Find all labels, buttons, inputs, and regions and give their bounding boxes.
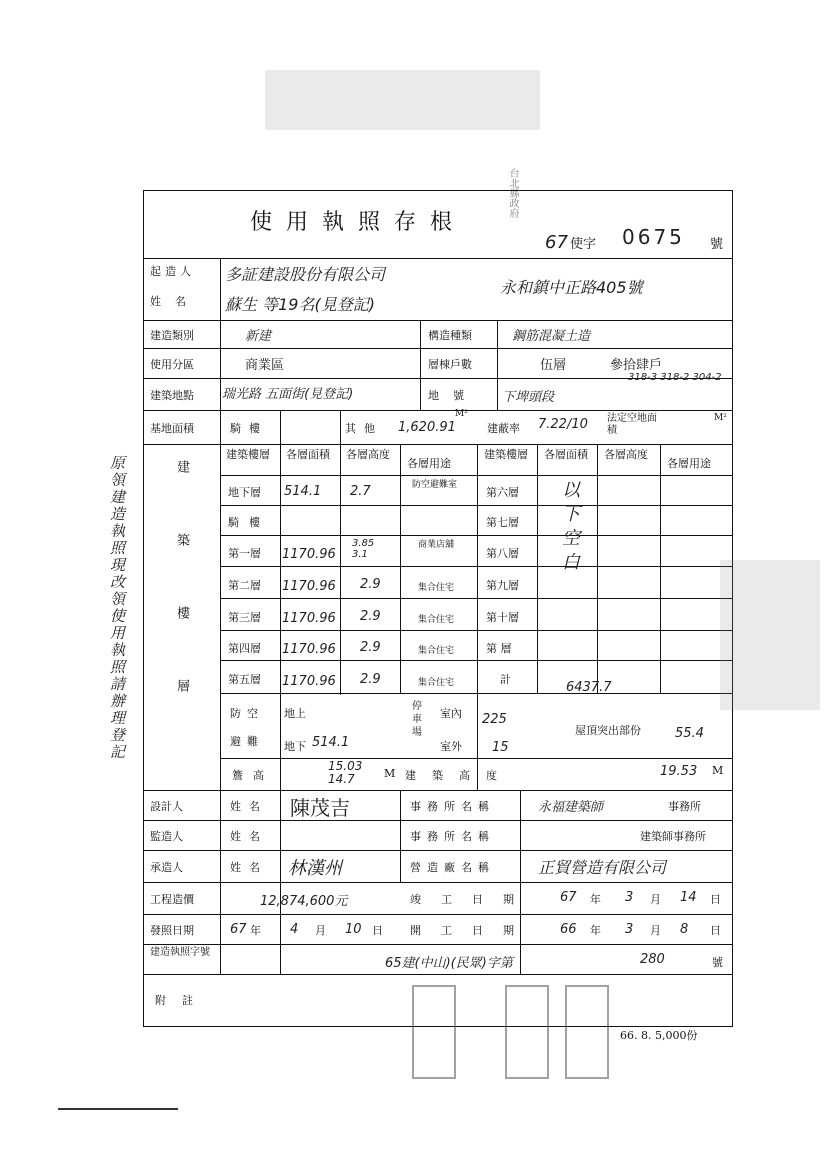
- building-height-label: 建築高度: [405, 769, 513, 782]
- begin-month-unit: 月: [650, 924, 661, 937]
- begin-year-unit: 年: [590, 924, 601, 937]
- land-label: 地號: [428, 389, 478, 402]
- permit-number: 0675: [622, 225, 685, 249]
- floor-area: 1170.96: [282, 611, 336, 626]
- floor-use: 集合住宅: [418, 615, 455, 625]
- remarks-label: 附註: [155, 994, 209, 1007]
- contractor-name-label: 姓名: [230, 861, 268, 874]
- floor-height: 2.9: [360, 672, 381, 687]
- bottom-line: [58, 1108, 178, 1110]
- contractor-name: 林漢州: [288, 858, 342, 879]
- floor-name: 第一層: [228, 547, 261, 560]
- builder-persons: 蘇生 等19名(見登記): [225, 295, 375, 314]
- side-note: 原領建造執照現改領使用執照請辦理登記: [108, 455, 126, 761]
- floor-height: 3.85 3.1: [352, 538, 375, 560]
- eaves-unit: M: [384, 767, 396, 780]
- floor-name: 第三層: [228, 611, 261, 624]
- issue-label: 發照日期: [150, 924, 194, 937]
- upper-floor-name: 第八層: [486, 547, 519, 560]
- site-area-label: 基地面積: [150, 422, 194, 435]
- coverage-label: 建蔽率: [487, 422, 520, 435]
- supervisor-role: 監造人: [150, 830, 183, 843]
- begin-day-unit: 日: [710, 924, 721, 937]
- floor-use: 商業店舖: [418, 540, 455, 550]
- permit-suffix: 號: [710, 237, 724, 252]
- legal-open-unit: M²: [714, 413, 727, 423]
- completion-month: 3: [625, 890, 634, 905]
- builder-label: 起造人: [150, 265, 195, 278]
- issue-day-unit: 日: [372, 924, 383, 937]
- permit-number-value: 280: [640, 952, 665, 967]
- upper-floor-name: 第六層: [486, 486, 519, 499]
- site-location-value: 瑞光路 五面街(見登記): [222, 387, 354, 402]
- cost-label: 工程造價: [150, 893, 194, 906]
- upper-floor-name: 第七層: [486, 516, 519, 529]
- land-value: 下埤頭段: [502, 390, 555, 405]
- issue-year-unit: 年: [250, 924, 261, 937]
- completion-month-unit: 月: [650, 893, 661, 906]
- supervisor-name-label: 姓名: [230, 830, 268, 843]
- upper-floor-name: 第十層: [486, 611, 519, 624]
- floor-height: 2.7: [350, 484, 371, 499]
- arcade-label: 騎樓: [230, 422, 268, 435]
- seal-stamp: [412, 985, 456, 1079]
- designer-role: 設計人: [150, 800, 183, 813]
- roof-label: 屋頂突出部份: [575, 724, 641, 737]
- issue-year: 67: [230, 922, 247, 937]
- outdoor-value: 15: [492, 740, 509, 755]
- building-height-unit: M: [712, 764, 724, 777]
- top-stamp-text: 台北縣政府: [507, 168, 518, 218]
- begin-day: 8: [680, 922, 689, 937]
- building-height-value: 19.53: [660, 764, 698, 779]
- supervisor-office-label: 事務所名稱: [410, 830, 495, 843]
- floor-height: 2.9: [360, 640, 381, 655]
- floors-count: 伍層: [540, 358, 567, 373]
- floor-name: 第二層: [228, 579, 261, 592]
- faded-stamp-top: [265, 70, 540, 130]
- contractor-firm-label: 營造廠名稱: [410, 861, 495, 874]
- blank-note: 以下空白: [559, 480, 580, 576]
- height-col-header-2: 各層高度: [604, 448, 648, 461]
- floors-units-label: 層棟戶數: [428, 358, 472, 371]
- legal-open-label: 法定空地面積: [607, 413, 657, 436]
- floor-area: 514.1: [284, 484, 322, 499]
- issue-month-unit: 月: [315, 924, 326, 937]
- contractor-role: 承造人: [150, 861, 183, 874]
- shelter-below-value: 514.1: [312, 735, 350, 750]
- completion-day: 14: [680, 890, 697, 905]
- floor-height: 2.9: [360, 609, 381, 624]
- seal-stamp: [505, 985, 549, 1079]
- parking-label: 停車場: [412, 701, 422, 738]
- zoning-label: 使用分區: [150, 358, 194, 371]
- floor-name: 第五層: [228, 673, 261, 686]
- shelter-label: 防空避難: [230, 707, 264, 748]
- begin-label: 開工日期: [410, 924, 534, 937]
- floor-area: 1170.96: [282, 642, 336, 657]
- floor-use: 防空避難室: [412, 480, 458, 490]
- floor-name: 騎樓: [228, 516, 270, 529]
- total-area: 6437.7: [566, 680, 612, 695]
- indoor-label: 室內: [440, 707, 462, 720]
- begin-month: 3: [625, 922, 634, 937]
- completion-year: 67: [560, 890, 577, 905]
- lot-numbers: 318-3 318-2 304-2: [628, 372, 722, 383]
- floor-col-header-2: 建築樓層: [484, 448, 528, 461]
- structure-type-label: 構造種類: [428, 329, 472, 342]
- builder-name-label: 姓名: [150, 295, 200, 308]
- use-col-header: 各層用途: [407, 457, 451, 470]
- seal-stamp: [565, 985, 609, 1079]
- supervisor-office-suffix: 建築師事務所: [640, 830, 706, 843]
- outdoor-label: 室外: [440, 740, 462, 753]
- shelter-below-label: 地下: [284, 740, 306, 753]
- floor-area: 1170.96: [282, 674, 336, 689]
- floor-col-header: 建築樓層: [226, 448, 270, 461]
- permit-value: 65建(中山)(民眾)字第: [385, 956, 513, 971]
- indoor-value: 225: [482, 712, 507, 727]
- roof-value: 55.4: [675, 726, 704, 741]
- site-location-label: 建築地點: [150, 389, 194, 402]
- eaves-value: 15.03 14.7: [328, 759, 363, 786]
- builder-company: 多証建設股份有限公司: [225, 265, 386, 284]
- designer-name-label: 姓名: [230, 800, 268, 813]
- height-col-header: 各層高度: [346, 448, 390, 461]
- floor-use: 集合住宅: [418, 678, 455, 688]
- building-category-value: 新建: [245, 329, 272, 344]
- completion-day-unit: 日: [710, 893, 721, 906]
- issue-day: 10: [345, 922, 362, 937]
- total-label: 計: [500, 673, 511, 686]
- right-smudge: [720, 560, 820, 710]
- units-count: 參拾肆戶: [610, 358, 663, 373]
- permit-label: 建造執照字號: [150, 947, 210, 958]
- builder-address: 永和鎮中正路405號: [500, 278, 643, 297]
- issue-month: 4: [290, 922, 299, 937]
- coverage-value: 7.22/10: [538, 417, 588, 432]
- completion-label: 竣工日期: [410, 893, 534, 906]
- cost-value: 12,874,600元: [260, 894, 348, 909]
- designer-office: 永福建築師: [538, 800, 604, 815]
- floor-area: 1170.96: [282, 579, 336, 594]
- designer-name: 陳茂吉: [290, 796, 350, 820]
- building-category-label: 建造類別: [150, 329, 194, 342]
- floor-area: 1170.96: [282, 547, 336, 562]
- designer-office-label: 事務所名稱: [410, 800, 495, 813]
- use-col-header-2: 各層用途: [667, 457, 711, 470]
- upper-floor-name: 第九層: [486, 579, 519, 592]
- designer-office-suffix: 事務所: [668, 800, 701, 813]
- area-col-header-2: 各層面積: [544, 448, 588, 461]
- eaves-label: 簷高: [232, 769, 274, 782]
- building-section-label: 建築樓層: [174, 460, 189, 752]
- upper-floor-name: 第 層: [486, 642, 512, 655]
- permit-code-label: 使字: [570, 237, 597, 252]
- permit-year: 67: [545, 232, 568, 253]
- contractor-firm: 正貿營造有限公司: [538, 858, 667, 877]
- other-label: 其他: [345, 422, 383, 435]
- completion-year-unit: 年: [590, 893, 601, 906]
- shelter-above-label: 地上: [284, 707, 306, 720]
- floor-name: 地下層: [228, 486, 261, 499]
- area-col-header: 各層面積: [286, 448, 330, 461]
- zoning-value: 商業區: [245, 358, 285, 373]
- other-value: 1,620.91: [398, 420, 456, 435]
- floor-use: 集合住宅: [418, 646, 455, 656]
- permit-number-suffix: 號: [712, 956, 723, 969]
- floor-name: 第四層: [228, 642, 261, 655]
- floor-height: 2.9: [360, 577, 381, 592]
- other-unit: M²: [455, 409, 468, 419]
- print-note: 66. 8. 5,000份: [620, 1029, 698, 1042]
- page-title: 使用執照存根: [250, 210, 467, 235]
- structure-type-value: 鋼筋混凝土造: [512, 329, 591, 344]
- begin-year: 66: [560, 922, 577, 937]
- floor-use: 集合住宅: [418, 583, 455, 593]
